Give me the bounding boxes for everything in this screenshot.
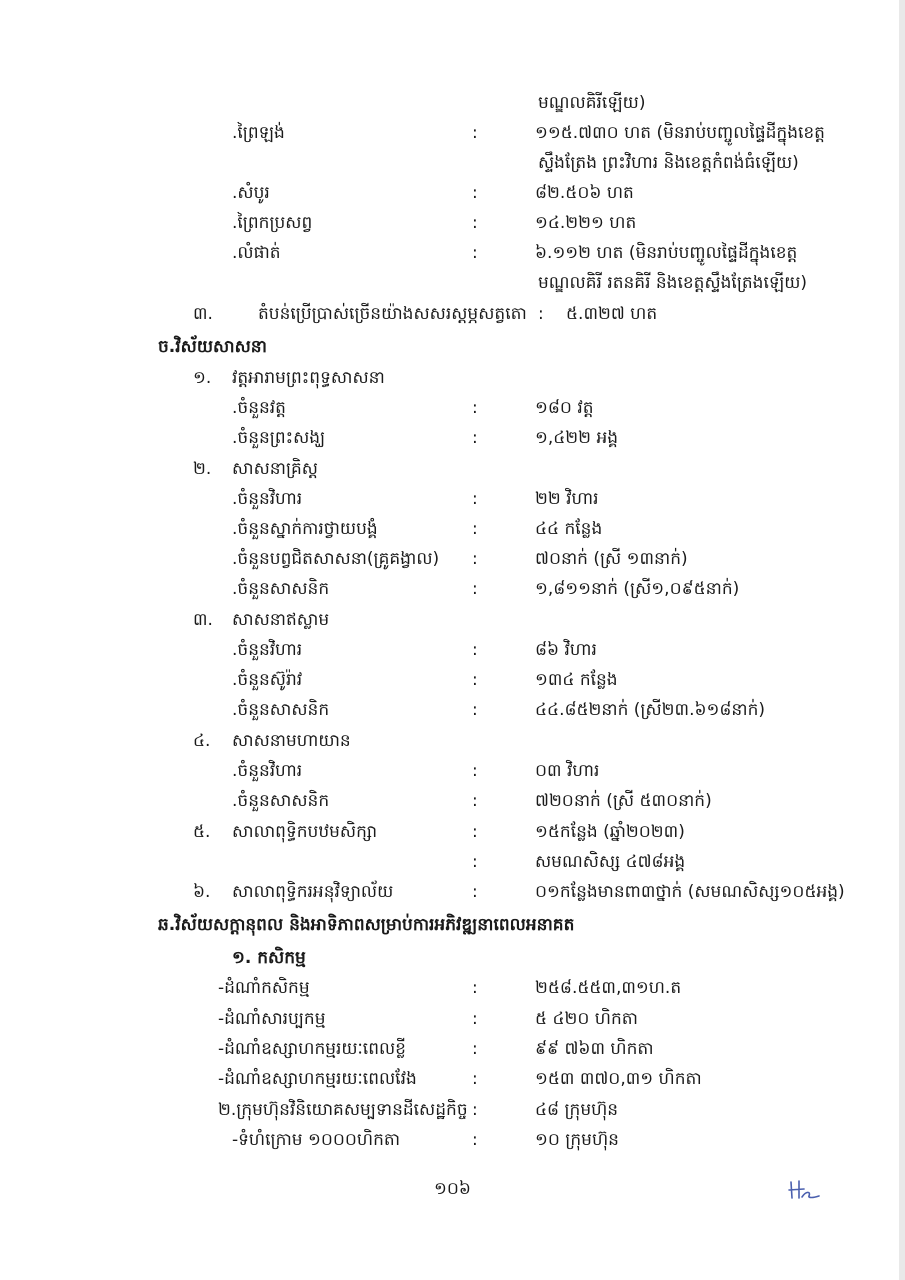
row-value: ៧០នាក់ (ស្រី ១៣នាក់) [535,549,688,569]
row-value: ៤៤.៨៥២នាក់ (ស្រី២៣.៦១៨នាក់) [535,700,766,720]
row-value: ១៤.២២១ ហត [535,213,637,233]
colon-separator: : [472,183,478,203]
row-label: .ចំនួនសាសនិក [232,579,330,599]
item-number: ៥. [193,822,211,842]
row-value: ១៥កន្លែង (ឆ្នាំ២០២៣) [535,822,685,842]
row-value: ១៥៣ ៣៧០,៣១ ហិកតា [535,1069,702,1089]
row-label: .ចំនួនសាសនិក [232,791,330,811]
colon-separator: : [472,1100,478,1120]
section-heading: ច.វិស័យសាសនា [158,337,267,357]
row-value: ២២ វិហារ [535,489,599,509]
row-text: សាសនាគ្រិស្ត [232,459,318,479]
row-value: ៨៦ វិហារ [535,640,597,660]
colon-separator: : [472,1130,478,1150]
row-value: ៦.១១២ ហត (មិនរាប់បញ្ចូលផ្ទៃដីក្នុងខេត្ត [535,243,798,263]
row-value: ០៣ វិហារ [535,761,600,781]
row-text: សាសនាឥស្លាម [232,610,330,630]
row-label: សាលាពុទ្ធិករអនុវិទ្យាល័យ [232,882,394,902]
colon-separator: : [472,852,478,872]
colon-separator: : [472,549,478,569]
row-value: ៧២០នាក់ (ស្រី ៥៣០នាក់) [535,791,712,811]
colon-separator: : [472,700,478,720]
colon-separator: : [472,640,478,660]
row-value: ១,៨១១នាក់ (ស្រី១,០៩៥នាក់) [535,579,740,599]
colon-separator: : [472,489,478,509]
signature-initials [786,1178,822,1202]
row-label: -ដំណាំកសិកម្ម [218,978,310,998]
item-number: ៦. [193,882,211,902]
row-label: .ចំនួនវិហារ [232,761,303,781]
colon-separator: : [472,1039,478,1059]
page-edge-shadow [899,0,905,1280]
row-label: .សំបូរ [232,183,270,203]
item-number: ៤. [193,731,211,751]
row-text: ស្ទឹងត្រែង ព្រះវិហារ និងខេត្តកំពង់ធំឡើយ) [538,153,799,173]
row-value: ១០ ក្រុមហ៊ុន [535,1130,619,1150]
row-label: .ចំនួនសាសនិក [232,700,330,720]
row-label: .លំផាត់ [232,243,281,263]
row-text: មណ្ឌលគិរី រតនគិរី និងខេត្តស្ទឹងត្រែងឡើយ) [538,273,808,293]
row-label: ២.ក្រុមហ៊ុនវិនិយោគសម្បទានដីសេដ្ឋកិច្ច [218,1100,468,1120]
colon-separator: : [472,579,478,599]
row-value: ១,៤២២ អង្គ [535,428,619,448]
colon-separator: : [472,822,478,842]
row-value: ១៣៤ កន្លែង [535,670,618,690]
section-heading: ឆ.វិស័យសក្ដានុពល និងអាទិភាពសម្រាប់ការអភិវឌ្ឍនាពេលអនាគត [158,915,575,935]
row-label: .ចំនួនស៊ូរ៉ាវ [232,670,303,690]
row-value: ៤៨ ក្រុមហ៊ុន [535,1100,619,1120]
row-value: សមណសិស្ស ៤៧៨អង្គ [535,852,686,872]
row-value: ៤៤ កន្លែង [535,519,603,539]
row-value: ០១កន្លែងមានពា៣ថ្នាក់ (សមណសិស្ស១០៥អង្គ) [535,882,845,902]
row-value: ៥ ៤២០ ហិកតា [535,1009,638,1029]
row-label: តំបន់ប្រើប្រាស់ច្រើនយ៉ាងសសរស្ដម្ភសត្វតោ [258,304,527,324]
row-value: ៩៩ ៧៦៣ ហិកតា [535,1039,654,1059]
row-label: .ចំនួនបព្វជិតសាសនា(គ្រូគង្វាល) [232,549,440,569]
row-label: -ដំណាំឧស្សាហកម្មរយៈពេលខ្លី [218,1039,406,1059]
colon-separator: : [472,1009,478,1029]
item-number: ៣. [193,610,213,630]
item-number: ១. [193,368,212,388]
page-number: ១០៦ [434,1179,471,1199]
colon-separator: : [472,519,478,539]
colon-separator: : [472,978,478,998]
colon-separator: : [472,123,478,143]
row-label: .ចំនួនវត្ត [232,398,286,418]
colon-separator: : [472,761,478,781]
row-value: ១១៥.៧៣០ ហត (មិនរាប់បញ្ចូលផ្ទៃដីក្នុងខេត្ត [535,123,825,143]
colon-separator: : [472,882,478,902]
row-label: .ចំនួនព្រះសង្ឃ [232,428,326,448]
row-value: ១៨០ វត្ត [535,398,594,418]
row-text: វត្តអារាមព្រះពុទ្ធសាសនា [232,368,385,388]
item-number: ៣. [193,304,213,324]
colon-separator: : [472,213,478,233]
colon-separator: : [472,398,478,418]
row-label: .ព្រៃឡង់ [232,123,285,143]
section-heading: ១. កសិកម្ម [232,948,306,968]
colon-separator: : [472,428,478,448]
row-text: សាសនាមហាយាន [232,731,351,751]
row-value: ៨២.៥០៦ ហត [535,183,634,203]
row-label: -ទំហំក្រោម ១០០០ហិកតា [232,1130,401,1150]
row-label: .ព្រៃកប្រសព្វ [232,213,313,233]
row-label: .ចំនួនវិហារ [232,489,303,509]
row-label: សាលាពុទ្ធិកបឋមសិក្សា [232,822,378,842]
row-label: .ចំនួនស្នាក់ការថ្វាយបង្គំ [232,519,378,539]
colon-separator: : [538,304,544,324]
row-text: មណ្ឌលគិរីឡើយ) [538,93,646,113]
colon-separator: : [472,243,478,263]
item-number: ២. [193,459,212,479]
colon-separator: : [472,1069,478,1089]
row-value: ៥.៣២៧ ហត [566,304,658,324]
row-label: .ចំនួនវិហារ [232,640,303,660]
colon-separator: : [472,670,478,690]
colon-separator: : [472,791,478,811]
row-label: -ដំណាំសារប្បកម្ម [218,1009,326,1029]
row-value: ២៥៨.៥៥៣,៣១ហ.ត [535,978,682,998]
row-label: -ដំណាំឧស្សាហកម្មរយៈពេលវែង [218,1069,417,1089]
